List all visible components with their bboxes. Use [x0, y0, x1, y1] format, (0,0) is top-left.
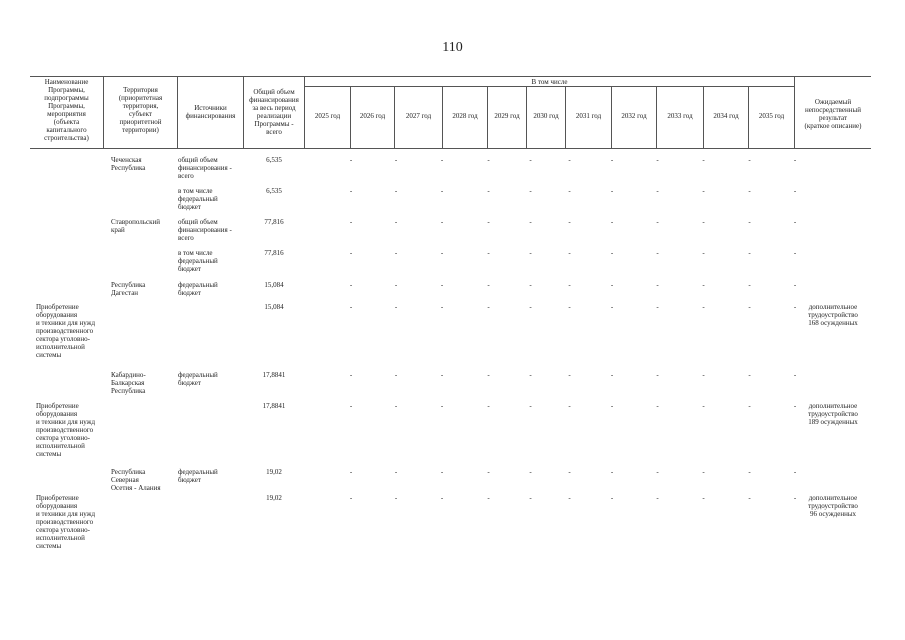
- year-value-dash: -: [529, 187, 532, 195]
- text-line: в том числе: [178, 249, 213, 257]
- year-value-dash: -: [610, 303, 614, 311]
- year-value-dash: -: [394, 218, 398, 226]
- row-total-amount: 17,8841: [262, 371, 286, 379]
- text-line: Источники: [194, 104, 227, 112]
- year-value-dash: -: [487, 156, 490, 164]
- year-value-dash: -: [394, 494, 398, 502]
- year-value-dash: -: [793, 156, 797, 164]
- year-value-dash: -: [568, 249, 571, 257]
- header-top-rule: [30, 76, 871, 77]
- year-header: 2028 год: [452, 112, 478, 120]
- year-value-dash: -: [656, 371, 659, 379]
- year-value-dash: -: [487, 494, 490, 502]
- text-line: Программы,: [48, 102, 85, 110]
- text-line: федеральный: [178, 195, 218, 203]
- year-value-dash: -: [440, 468, 444, 476]
- year-value-dash: -: [394, 468, 398, 476]
- text-line: бюджет: [178, 203, 201, 211]
- year-value-dash: -: [793, 371, 797, 379]
- row-expected-result: [797, 303, 869, 327]
- text-line: Приобретение: [36, 303, 79, 311]
- year-header: 2025 год: [314, 112, 341, 120]
- text-line: трудоустройство: [808, 502, 858, 510]
- year-value-dash: -: [656, 402, 659, 410]
- row-financing-source: [178, 371, 242, 387]
- row-expected-result: [797, 494, 869, 518]
- text-line: Балкарская: [111, 379, 145, 387]
- text-line: производственного: [36, 327, 94, 335]
- year-value-dash: -: [793, 281, 797, 289]
- text-line: федеральный: [178, 371, 218, 379]
- year-value-dash: -: [793, 468, 797, 476]
- year-value-dash: -: [394, 156, 398, 164]
- text-line: подпрограммы: [44, 94, 89, 102]
- year-header: 2026 год: [359, 112, 386, 120]
- row-territory: [111, 281, 177, 297]
- text-line: финансирования -: [178, 226, 232, 234]
- text-line: бюджет: [178, 379, 201, 387]
- year-header: 2035 год: [758, 112, 785, 120]
- text-line: Республика: [111, 468, 146, 476]
- year-value-dash: -: [656, 281, 659, 289]
- text-line: Приобретение: [36, 494, 79, 502]
- header-territory: [104, 86, 177, 134]
- year-value-dash: -: [656, 218, 659, 226]
- text-line: Ожидаемый: [814, 98, 852, 106]
- year-value-dash: -: [440, 281, 444, 289]
- year-value-dash: -: [748, 249, 751, 257]
- year-value-dash: -: [349, 303, 353, 311]
- text-line: (объекта: [53, 118, 80, 126]
- text-line: финансирования: [249, 96, 299, 104]
- year-value-dash: -: [656, 249, 659, 257]
- year-value-dash: -: [440, 187, 444, 195]
- year-value-dash: -: [394, 281, 398, 289]
- row-financing-source: [178, 281, 242, 297]
- text-line: системы: [36, 542, 62, 550]
- year-value-dash: -: [610, 494, 614, 502]
- row-program-name: [36, 303, 106, 359]
- text-line: за весь период: [252, 104, 296, 112]
- year-value-dash: -: [349, 218, 353, 226]
- year-value-dash: -: [702, 187, 705, 195]
- text-line: дополнительное: [808, 402, 858, 410]
- row-total-amount: 77,816: [264, 218, 284, 226]
- year-value-dash: -: [487, 187, 490, 195]
- text-line: всего: [178, 234, 194, 242]
- row-territory: [111, 218, 177, 234]
- text-line: сектора уголовно-: [36, 434, 90, 442]
- text-line: производственного: [36, 518, 94, 526]
- row-financing-source: [178, 218, 242, 242]
- row-territory: [111, 468, 177, 492]
- text-line: Северная: [111, 476, 139, 484]
- text-line: капитального: [46, 126, 87, 134]
- text-line: финансирования: [185, 112, 236, 120]
- year-header: 2029 год: [494, 112, 520, 120]
- year-value-dash: -: [440, 156, 444, 164]
- year-value-dash: -: [702, 249, 705, 257]
- year-value-dash: -: [440, 494, 444, 502]
- year-value-dash: -: [793, 187, 797, 195]
- page-number: 110: [442, 40, 463, 55]
- year-value-dash: -: [610, 371, 614, 379]
- text-line: и техники для нужд: [36, 510, 96, 518]
- year-value-dash: -: [440, 371, 444, 379]
- row-financing-source: [178, 187, 242, 211]
- year-value-dash: -: [568, 468, 571, 476]
- row-program-name: [36, 494, 106, 550]
- text-line: федеральный: [178, 468, 218, 476]
- year-value-dash: -: [702, 468, 705, 476]
- year-value-dash: -: [487, 371, 490, 379]
- text-line: дополнительное: [808, 303, 858, 311]
- year-value-dash: -: [748, 494, 751, 502]
- year-value-dash: -: [440, 402, 444, 410]
- text-line: сектора уголовно-: [36, 526, 90, 534]
- text-line: трудоустройство: [808, 410, 858, 418]
- header-including: В том числе: [531, 78, 568, 86]
- row-total-amount: 15,084: [264, 281, 284, 289]
- text-line: 96 осужденных: [809, 510, 857, 518]
- year-value-dash: -: [394, 371, 398, 379]
- text-line: сектора уголовно-: [36, 335, 90, 343]
- text-line: Программы,: [48, 86, 85, 94]
- header-total-volume: [244, 88, 304, 136]
- year-value-dash: -: [487, 281, 490, 289]
- year-value-dash: -: [656, 187, 659, 195]
- row-total-amount: 6,535: [266, 156, 282, 164]
- text-line: бюджет: [178, 265, 201, 273]
- text-line: исполнительной: [36, 534, 85, 542]
- year-value-dash: -: [349, 371, 353, 379]
- year-value-dash: -: [487, 303, 490, 311]
- year-value-dash: -: [702, 281, 705, 289]
- text-line: (краткое описание): [804, 122, 862, 130]
- year-value-dash: -: [748, 402, 751, 410]
- text-line: Республика: [111, 164, 146, 172]
- year-value-dash: -: [394, 187, 398, 195]
- year-value-dash: -: [748, 371, 751, 379]
- text-line: всего: [178, 172, 194, 180]
- year-value-dash: -: [349, 468, 353, 476]
- text-line: всего: [266, 128, 282, 136]
- year-value-dash: -: [748, 187, 751, 195]
- text-line: результат: [818, 114, 848, 122]
- header-program-name: [30, 78, 103, 142]
- text-line: территория,: [122, 102, 159, 110]
- year-value-dash: -: [793, 303, 797, 311]
- year-header: 2034 год: [713, 112, 739, 120]
- text-line: мероприятия: [47, 110, 86, 118]
- year-value-dash: -: [440, 218, 444, 226]
- text-line: оборудования: [36, 410, 78, 418]
- year-value-dash: -: [568, 402, 571, 410]
- text-line: производственного: [36, 426, 94, 434]
- text-line: 189 осужденных: [808, 418, 858, 426]
- year-value-dash: -: [702, 402, 705, 410]
- year-value-dash: -: [610, 156, 614, 164]
- row-total-amount: 19,02: [266, 468, 282, 476]
- text-line: и техники для нужд: [36, 319, 96, 327]
- year-value-dash: -: [610, 187, 614, 195]
- text-line: Осетия - Алания: [111, 484, 161, 492]
- text-line: Республика: [111, 281, 146, 289]
- text-line: финансирования -: [178, 164, 232, 172]
- year-value-dash: -: [349, 187, 353, 195]
- year-value-dash: -: [487, 218, 490, 226]
- text-line: Республика: [111, 387, 146, 395]
- year-value-dash: -: [793, 218, 797, 226]
- year-value-dash: -: [610, 468, 614, 476]
- row-expected-result: [797, 402, 869, 426]
- text-line: трудоустройство: [808, 311, 858, 319]
- text-line: территории): [122, 126, 159, 134]
- text-line: оборудования: [36, 502, 78, 510]
- year-header: 2027 год: [405, 112, 432, 120]
- year-value-dash: -: [656, 494, 659, 502]
- header-expected-result: [795, 98, 871, 130]
- year-value-dash: -: [702, 371, 705, 379]
- year-value-dash: -: [702, 156, 705, 164]
- year-value-dash: -: [748, 303, 751, 311]
- year-value-dash: -: [748, 281, 751, 289]
- year-value-dash: -: [702, 218, 705, 226]
- text-line: Кабардино-: [111, 371, 146, 379]
- year-value-dash: -: [656, 303, 659, 311]
- year-value-dash: -: [529, 371, 532, 379]
- year-value-dash: -: [394, 303, 398, 311]
- text-line: Чеченская: [111, 156, 142, 164]
- year-header: 2032 год: [621, 112, 647, 120]
- text-line: исполнительной: [36, 442, 85, 450]
- row-territory: [111, 371, 177, 395]
- year-value-dash: -: [487, 402, 490, 410]
- year-header: 2033 год: [667, 112, 693, 120]
- text-line: дополнительное: [808, 494, 858, 502]
- text-line: в том числе: [178, 187, 213, 195]
- row-total-amount: 77,816: [264, 249, 284, 257]
- text-line: исполнительной: [36, 343, 85, 351]
- year-value-dash: -: [529, 281, 532, 289]
- year-value-dash: -: [610, 249, 614, 257]
- year-value-dash: -: [793, 249, 797, 257]
- text-line: общий объем: [178, 156, 218, 164]
- row-total-amount: 6,535: [266, 187, 282, 195]
- text-line: и техники для нужд: [36, 418, 96, 426]
- year-value-dash: -: [529, 249, 532, 257]
- row-financing-source: [178, 156, 242, 180]
- text-line: Территория: [123, 86, 158, 94]
- year-value-dash: -: [568, 371, 571, 379]
- row-program-name: [36, 402, 106, 458]
- year-value-dash: -: [529, 494, 532, 502]
- year-value-dash: -: [748, 156, 751, 164]
- text-line: федеральный: [178, 281, 218, 289]
- text-line: федеральный: [178, 257, 218, 265]
- row-financing-source: [178, 249, 242, 273]
- text-line: субъект: [129, 110, 152, 118]
- year-value-dash: -: [656, 156, 659, 164]
- text-line: строительства): [44, 134, 89, 142]
- year-value-dash: -: [349, 281, 353, 289]
- year-value-dash: -: [487, 249, 490, 257]
- year-value-dash: -: [568, 494, 571, 502]
- year-value-dash: -: [610, 218, 614, 226]
- year-value-dash: -: [568, 281, 571, 289]
- year-value-dash: -: [394, 402, 398, 410]
- text-line: Приобретение: [36, 402, 79, 410]
- text-line: Наименование: [44, 78, 89, 86]
- row-total-amount: 15,084: [264, 303, 284, 311]
- row-total-amount: 19,02: [266, 494, 282, 502]
- text-line: (приоритетная: [118, 94, 163, 102]
- year-value-dash: -: [529, 218, 532, 226]
- year-value-dash: -: [702, 494, 705, 502]
- year-value-dash: -: [487, 468, 490, 476]
- header-bottom-rule: [30, 148, 871, 149]
- text-line: бюджет: [178, 289, 201, 297]
- year-value-dash: -: [529, 303, 532, 311]
- year-value-dash: -: [702, 303, 705, 311]
- including-subheader-rule: [305, 86, 794, 87]
- year-value-dash: -: [349, 156, 353, 164]
- year-value-dash: -: [440, 249, 444, 257]
- year-value-dash: -: [748, 468, 751, 476]
- text-line: край: [111, 226, 125, 234]
- year-value-dash: -: [610, 281, 614, 289]
- year-value-dash: -: [529, 156, 532, 164]
- year-value-dash: -: [349, 402, 353, 410]
- text-line: системы: [36, 450, 62, 458]
- year-value-dash: -: [568, 303, 571, 311]
- text-line: реализации: [256, 112, 292, 120]
- row-territory: [111, 156, 177, 172]
- text-line: системы: [36, 351, 62, 359]
- year-value-dash: -: [568, 156, 571, 164]
- year-value-dash: -: [793, 402, 797, 410]
- year-value-dash: -: [610, 402, 614, 410]
- year-value-dash: -: [568, 187, 571, 195]
- text-line: Общий объем: [253, 88, 295, 96]
- year-header: 2031 год: [575, 112, 602, 120]
- text-line: Ставропольский: [111, 218, 160, 226]
- year-value-dash: -: [349, 494, 353, 502]
- year-value-dash: -: [440, 303, 444, 311]
- text-line: оборудования: [36, 311, 78, 319]
- text-line: бюджет: [178, 476, 201, 484]
- row-financing-source: [178, 468, 242, 484]
- year-value-dash: -: [394, 249, 398, 257]
- year-value-dash: -: [656, 468, 659, 476]
- text-line: непосредственный: [805, 106, 861, 114]
- year-value-dash: -: [529, 402, 532, 410]
- year-value-dash: -: [793, 494, 797, 502]
- row-total-amount: 17,8841: [262, 402, 286, 410]
- text-line: общий объем: [178, 218, 218, 226]
- text-line: приоритетной: [119, 118, 162, 126]
- year-value-dash: -: [568, 218, 571, 226]
- year-header: 2030 год: [533, 112, 559, 120]
- text-line: Программы -: [254, 120, 294, 128]
- year-value-dash: -: [529, 468, 532, 476]
- text-line: 168 осужденных: [808, 319, 858, 327]
- text-line: Дагестан: [111, 289, 139, 297]
- header-financing-sources: [178, 104, 243, 120]
- year-value-dash: -: [748, 218, 751, 226]
- year-value-dash: -: [349, 249, 353, 257]
